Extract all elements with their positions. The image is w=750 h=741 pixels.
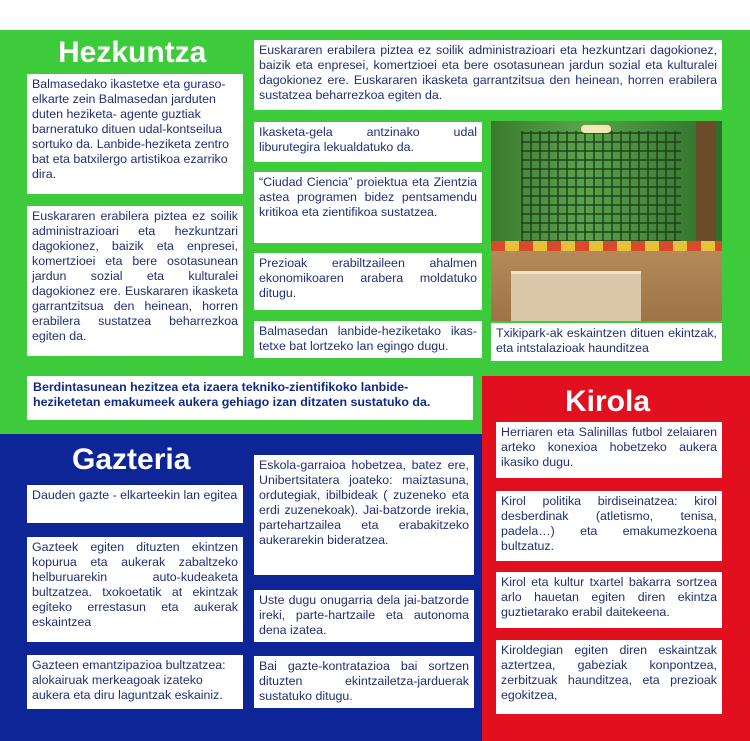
text-box: Balmasedako ikastetxe eta guraso-elkarte zein Balmasedan jarduten duten heziketa- agente guztiak barneratuko dituen udal-kontseilua sortuko da. Lanbide-heziketa zentro bat eta batxilergo artistikoa ezarriko dira. [27,74,243,194]
text-box: Euskararen erabilera piztea ez soilik administrazioari eta hezkuntzari dagokionez, baizik eta enpresei, komertzioei eta bere osotasunean jardun sozial eta kulturalei dagokionez ere. Euskararen ikasketa garrantzitsua den heinean, horren erabilera sustatzea beharrezkoa egiten da. [254,40,722,110]
section-title-hezkuntza: Hezkuntza [58,36,207,69]
highlight-box: Berdintasunean hezitzea eta izaera tekniko-zientifikoko lanbide-heziketetan emakumeek aukera gehiago izan ditzaten sustatuko da. [27,376,473,420]
text-box: Uste dugu onugarria dela jai-batzorde ireki, parte-hartzaile eta autonoma dena izatea. [254,590,474,642]
text-box: Kirol eta kultur txartel bakarra sortzea arlo hauetan egiten diren ekintza guztietarako erabil daitekeena. [496,572,722,628]
text-box: Dauden gazte - elkarteekin lan egitea [27,485,243,523]
text-box: Ikasketa-gela antzinako udal liburutegira lekualdatuko da. [254,122,482,162]
photo-caption: Txikipark-ak eskaintzen dituen ekintzak, eta intstalazioak haunditzea [491,323,722,361]
text-box: Gazteen emantzipazioa bultzatzea: alokairuak merkeagoak izateko aukera eta diru laguntzak eskainiz. [27,655,243,709]
text-box: Herriaren eta Salinillas futbol zelaiaren arteko konexioa hobetzeko aukera ikasiko dugu. [496,422,722,478]
text-box: Bai gazte-kontratazioa bai sortzen dituzten ekintzailetza-jarduerak sustatuko ditugu. [254,656,474,708]
text-box: Eskola-garraioa hobetzea, batez ere, Unibertsitatera joateko: maiztasuna, ordutegiak, ibilbideak ( zuzeneko eta erdi zuzenekoak). Jai-batzorde irekia, partehartzailea eta erabakitzeko aukerarekin bideratzea. [254,455,474,575]
text-box: Balmasedan lanbide-heziketako ikas-tetxe bat lortzeko lan egingo dugu. [254,321,482,358]
text-box: Euskararen erabilera piztea ez soilik administrazioari eta hezkuntzari dagokionez, baizik eta enpresei, komertzioei eta bere osotasunean jardun sozial eta kulturalei dagokionez ere. Euskararen ikasketa garrantzitsua den heinean, horren erabilera sustatzea beharrezkoa egiten da. [27,206,243,356]
section-title-kirola: Kirola [565,385,651,418]
text-box: Kirol politika birdiseinatzea: kirol desberdinak (atletismo, tenisa, padela…) eta emakumezkoena bultzatuz. [496,491,722,561]
text-box: “Ciudad Ciencia” proiektua eta Zientzia astea programen bidez pentsamendu kritikoa eta zientifikoa sustatzea. [254,172,482,243]
text-box: Prezioak erabiltzaileen ahalmen ekonomikoaren arabera moldatuko ditugu. [254,253,482,310]
top-white-band [0,0,750,30]
section-title-gazteria: Gazteria [72,443,191,476]
playground-photo [491,121,722,321]
text-box: Kiroldegian egiten diren eskaintzak aztertzea, gabeziak konpontzea, zerbitzuak haunditzea, eta prezioak egokitzea, [496,640,722,714]
text-box: Gazteek egiten dituzten ekintzen kopurua eta aukerak zabaltzeko helburuarekin auto-kudeaketa bultzatzea. txokoetatik at ekintzak egiteko errestasun eta aukerak eskaintzea [27,537,243,642]
